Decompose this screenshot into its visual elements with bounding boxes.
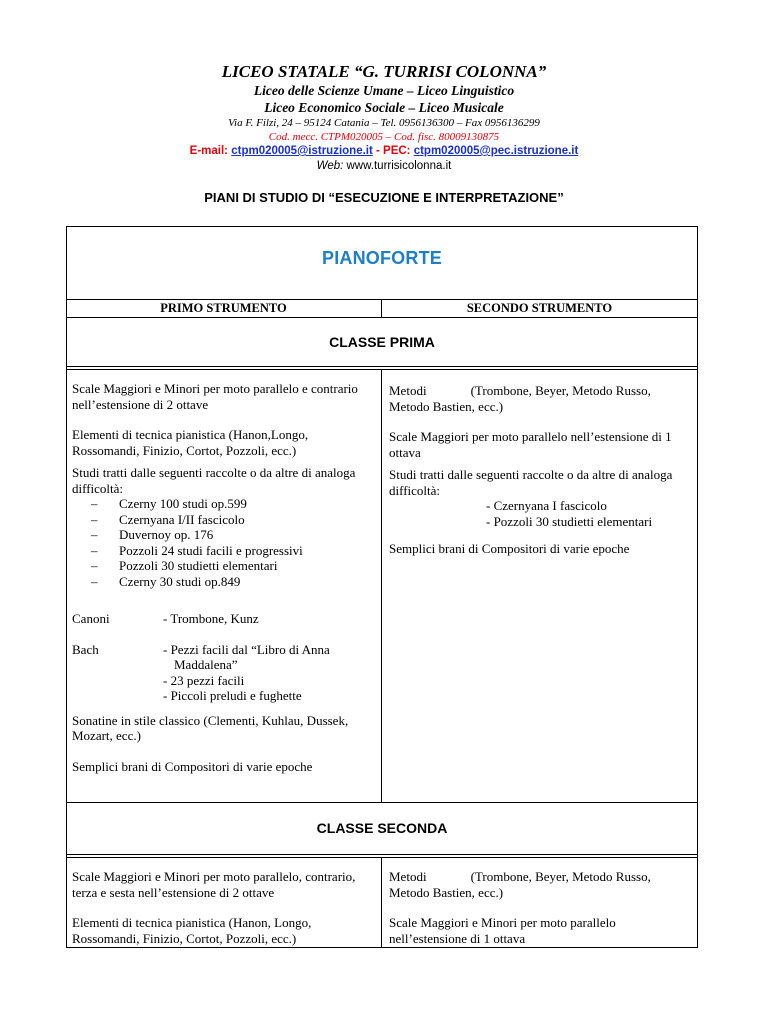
metodi-label: Metodi bbox=[389, 869, 427, 884]
bach-label: Bach bbox=[72, 641, 99, 657]
school-address: Via F. Filzi, 24 – 95124 Catania – Tel. 0956136300 – Fax 0956136299 bbox=[228, 117, 540, 129]
metodi-value: (Trombone, Beyer, Metodo Russo, Metodo Bastien, ecc.) bbox=[389, 383, 651, 414]
dash-bullet: – bbox=[91, 527, 98, 542]
prima-primo-cell bbox=[72, 381, 372, 774]
school-header bbox=[0, 62, 768, 174]
prima-primo-tecnica: Elementi di tecnica pianistica (Hanon,Longo, Rossomandi, Finizio, Cortot, Pozzoli, ecc.) bbox=[72, 427, 309, 458]
row-divider bbox=[66, 369, 698, 370]
pec-label: - PEC: bbox=[372, 145, 414, 157]
seconda-secondo-cell bbox=[389, 869, 691, 946]
list-item-text: Czerny 100 studi op.599 bbox=[119, 496, 247, 511]
school-codes: Cod. mecc. CTPM020005 – Cod. fisc. 80009130875 bbox=[268, 131, 500, 143]
bach-row bbox=[72, 642, 372, 704]
dash-bullet: – bbox=[91, 496, 98, 511]
table-border-bottom bbox=[66, 947, 698, 948]
list-item bbox=[72, 543, 372, 559]
bach-items bbox=[163, 642, 330, 704]
bach-item: - Piccoli preludi e fughette bbox=[163, 688, 302, 703]
email-link[interactable]: ctpm020005@istruzione.it bbox=[231, 145, 373, 157]
web-link[interactable]: www.turrisicolonna.it bbox=[346, 160, 452, 172]
prima-primo-studi-list bbox=[72, 496, 372, 589]
metodi-label: Metodi bbox=[389, 383, 427, 398]
list-item bbox=[72, 574, 372, 590]
prima-secondo-cell bbox=[389, 383, 691, 557]
bach-item: Maddalena” bbox=[174, 657, 238, 672]
row-divider bbox=[66, 857, 698, 858]
row-divider bbox=[66, 802, 698, 803]
canoni-value: - Trombone, Kunz bbox=[163, 611, 259, 626]
prima-primo-studi-intro: Studi tratti dalle seguenti raccolte o da altre di analoga difficoltà: bbox=[72, 465, 356, 496]
prima-secondo-scale: Scale Maggiori per moto parallelo nell’estensione di 1 ottava bbox=[389, 429, 672, 460]
prima-secondo-studi-intro: Studi tratti dalle seguenti raccolte o da altre di analoga difficoltà: bbox=[389, 467, 673, 498]
school-title: LICEO STATALE “G. TURRISI COLONNA” bbox=[221, 62, 547, 81]
dash-bullet: – bbox=[91, 511, 98, 527]
column-divider bbox=[381, 369, 382, 802]
row-divider bbox=[66, 299, 698, 300]
list-item bbox=[72, 558, 372, 574]
metodi-value: (Trombone, Beyer, Metodo Russo, Metodo Bastien, ecc.) bbox=[389, 869, 651, 900]
prima-secondo-studi-list bbox=[389, 498, 691, 529]
prima-secondo-metodi bbox=[389, 383, 691, 414]
col-head-primo: PRIMO STRUMENTO bbox=[160, 301, 287, 315]
row-divider bbox=[66, 317, 698, 318]
list-item: - Pozzoli 30 studietti elementari bbox=[486, 513, 653, 529]
prima-secondo-semplici: Semplici brani di Compositori di varie epoche bbox=[389, 541, 630, 556]
prima-primo-sonatine: Sonatine in stile classico (Clementi, Kuhlau, Dussek, Mozart, ecc.) bbox=[72, 712, 349, 743]
col-head-secondo: SECONDO STRUMENTO bbox=[466, 301, 613, 315]
study-plan-table bbox=[66, 226, 698, 948]
list-item bbox=[72, 496, 372, 512]
seconda-primo-cell bbox=[72, 869, 372, 946]
school-subtitle-1: Liceo delle Scienze Umane – Liceo Linguistico bbox=[253, 83, 515, 98]
list-item-text: Duvernoy op. 176 bbox=[119, 527, 214, 542]
classe-seconda-heading: CLASSE SECONDA bbox=[316, 820, 448, 836]
column-divider bbox=[381, 857, 382, 947]
list-item-text: Czernyana I/II fascicolo bbox=[119, 511, 245, 527]
contact-email-line bbox=[0, 144, 768, 159]
list-item-text: Pozzoli 30 studietti elementari bbox=[119, 558, 278, 573]
classe-prima-heading: CLASSE PRIMA bbox=[329, 334, 435, 350]
web-label: Web: bbox=[316, 160, 347, 172]
school-subtitle-2: Liceo Economico Sociale – Liceo Musicale bbox=[264, 100, 504, 115]
list-item bbox=[72, 527, 372, 543]
dash-bullet: – bbox=[91, 558, 98, 573]
website-line bbox=[0, 159, 768, 174]
prima-primo-semplici: Semplici brani di Compositori di varie epoche bbox=[72, 758, 313, 774]
row-divider bbox=[66, 854, 698, 855]
email-label: E-mail: bbox=[189, 145, 232, 157]
bach-item: - Pezzi facili dal “Libro di Anna bbox=[163, 641, 330, 657]
seconda-secondo-scale: Scale Maggiori e Minori per moto parallelo nell’estensione di 1 ottava bbox=[389, 915, 616, 946]
row-divider bbox=[66, 366, 698, 367]
canoni-row bbox=[72, 611, 372, 627]
dash-bullet: – bbox=[91, 542, 98, 558]
canoni-label: Canoni bbox=[72, 611, 110, 626]
dash-bullet: – bbox=[91, 573, 98, 589]
list-item-text: Czerny 30 studi op.849 bbox=[119, 573, 241, 589]
table-border-top bbox=[66, 226, 698, 227]
bach-item: - 23 pezzi facili bbox=[163, 672, 245, 688]
instrument-title: PIANOFORTE bbox=[321, 248, 442, 268]
prima-primo-scale: Scale Maggiori e Minori per moto parallelo e contrario nell’estensione di 2 ottave bbox=[72, 381, 358, 412]
page-heading: PIANI DI STUDIO DI “ESECUZIONE E INTERPRETAZIONE” bbox=[204, 190, 564, 205]
list-item: - Czernyana I fascicolo bbox=[486, 498, 607, 513]
seconda-secondo-metodi bbox=[389, 869, 691, 900]
list-item-text: Pozzoli 24 studi facili e progressivi bbox=[119, 542, 303, 558]
seconda-primo-tecnica: Elementi di tecnica pianistica (Hanon, Longo, Rossomandi, Finizio, Cortot, Pozzoli, ecc.) bbox=[72, 915, 312, 946]
pec-link[interactable]: ctpm020005@pec.istruzione.it bbox=[413, 145, 579, 157]
list-item bbox=[72, 512, 372, 528]
seconda-primo-scale: Scale Maggiori e Minori per moto parallelo, contrario, terza e sesta nell’estensione di 2 ottave bbox=[72, 869, 356, 900]
